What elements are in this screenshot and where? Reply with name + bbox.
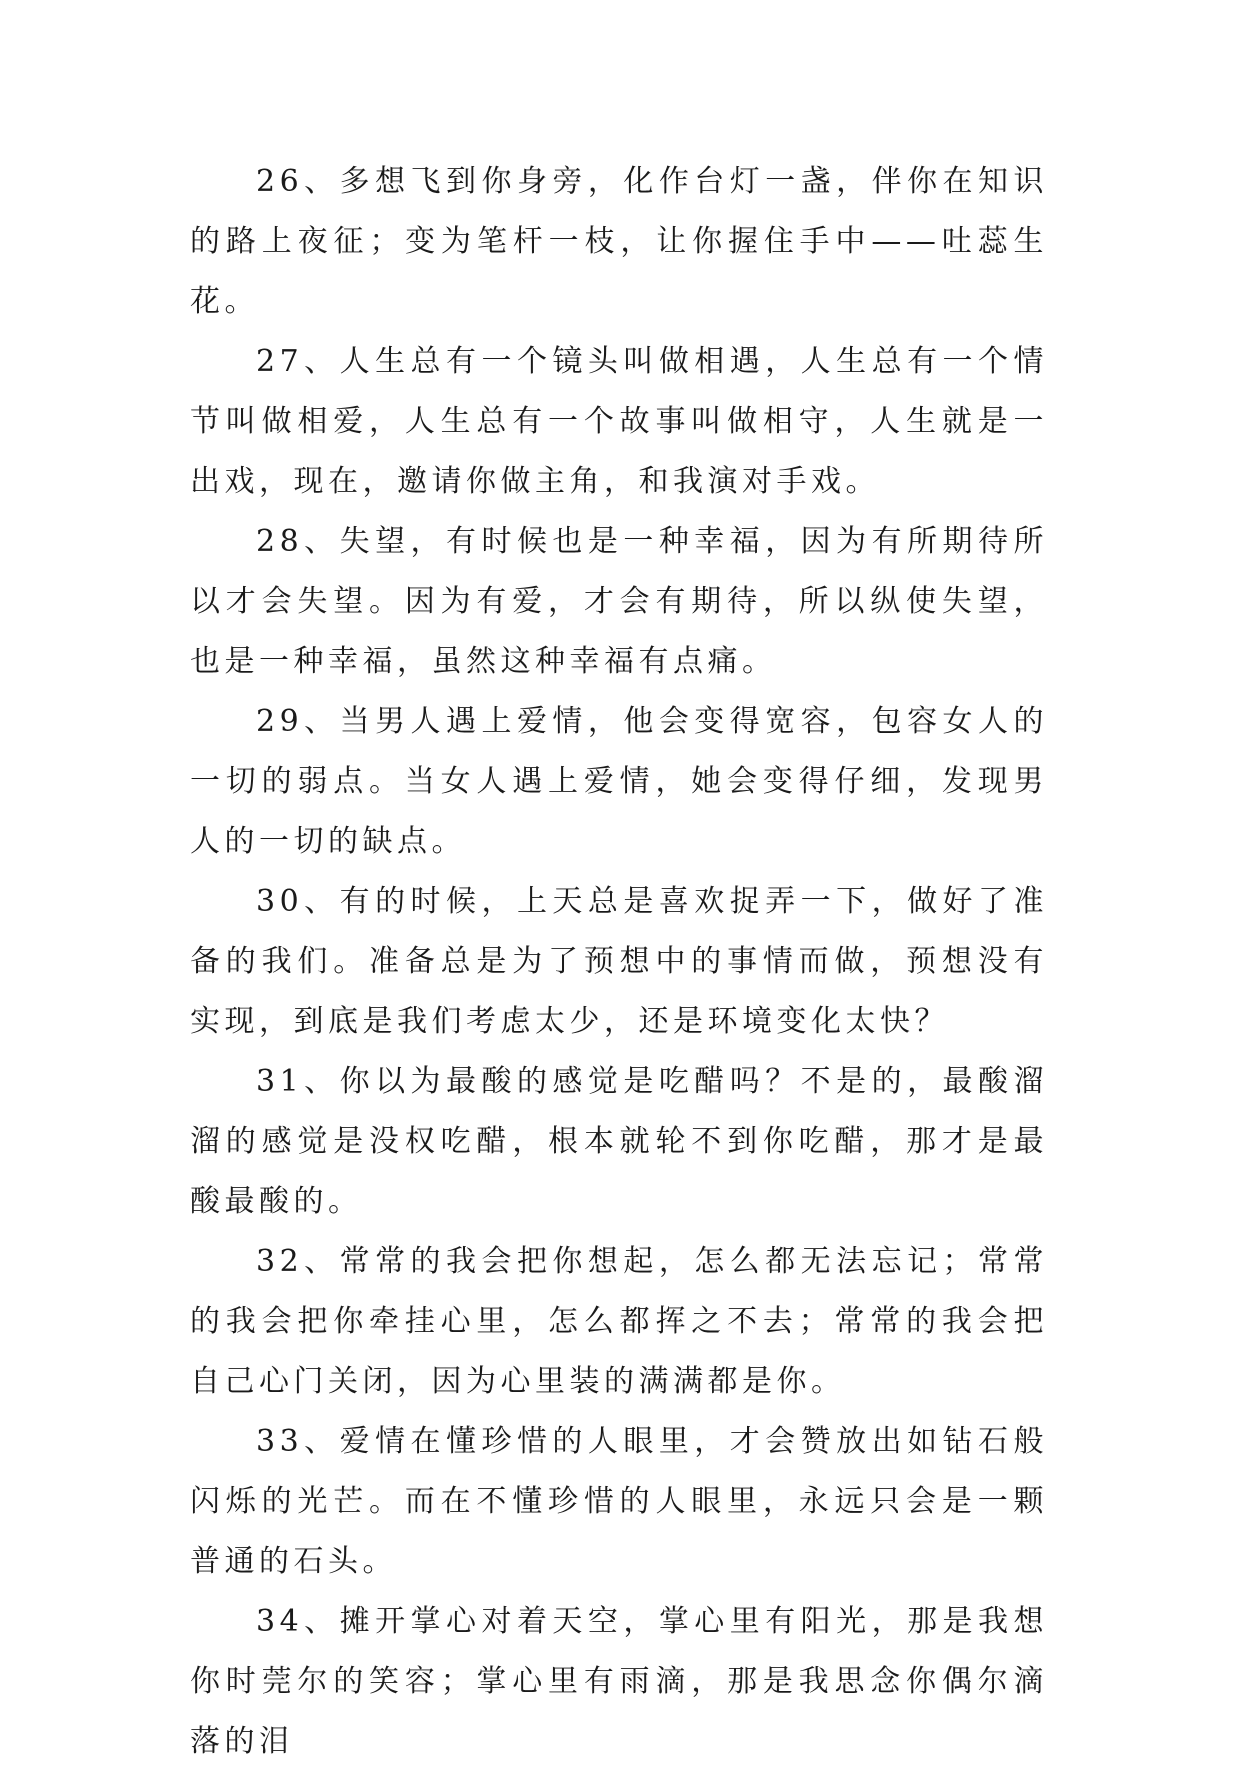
paragraph-26: 26、多想飞到你身旁，化作台灯一盏，伴你在知识的路上夜征；变为笔杆一枝，让你握住手中——吐蕊生花。 [190,164,1048,319]
paragraph-29: 29、当男人遇上爱情，他会变得宽容，包容女人的一切的弱点。当女人遇上爱情，她会变得仔细，发现男人的一切的缺点。 [190,704,1048,859]
paragraph-31: 31、你以为最酸的感觉是吃醋吗？不是的，最酸溜溜的感觉是没权吃醋，根本就轮不到你吃醋，那才是最酸最酸的。 [190,1064,1048,1219]
paragraph-30: 30、有的时候，上天总是喜欢捉弄一下，做好了准备的我们。准备总是为了预想中的事情而做，预想没有实现，到底是我们考虑太少，还是环境变化太快？ [190,884,1048,1039]
paragraph-33: 33、爱情在懂珍惜的人眼里，才会赞放出如钻石般闪烁的光芒。而在不懂珍惜的人眼里，永远只会是一颗普通的石头。 [190,1424,1048,1579]
paragraph-28: 28、失望，有时候也是一种幸福，因为有所期待所以才会失望。因为有爱，才会有期待，所以纵使失望，也是一种幸福，虽然这种幸福有点痛。 [190,524,1048,679]
paragraph-27: 27、人生总有一个镜头叫做相遇，人生总有一个情节叫做相爱，人生总有一个故事叫做相守，人生就是一出戏，现在，邀请你做主角，和我演对手戏。 [190,344,1048,499]
paragraph-34: 34、摊开掌心对着天空，掌心里有阳光，那是我想你时莞尔的笑容；掌心里有雨滴，那是我思念你偶尔滴落的泪 [190,1604,1048,1759]
paragraph-32: 32、常常的我会把你想起，怎么都无法忘记；常常的我会把你牵挂心里，怎么都挥之不去；常常的我会把自己心门关闭，因为心里装的满满都是你。 [190,1244,1048,1399]
document-body [190,152,1048,1772]
